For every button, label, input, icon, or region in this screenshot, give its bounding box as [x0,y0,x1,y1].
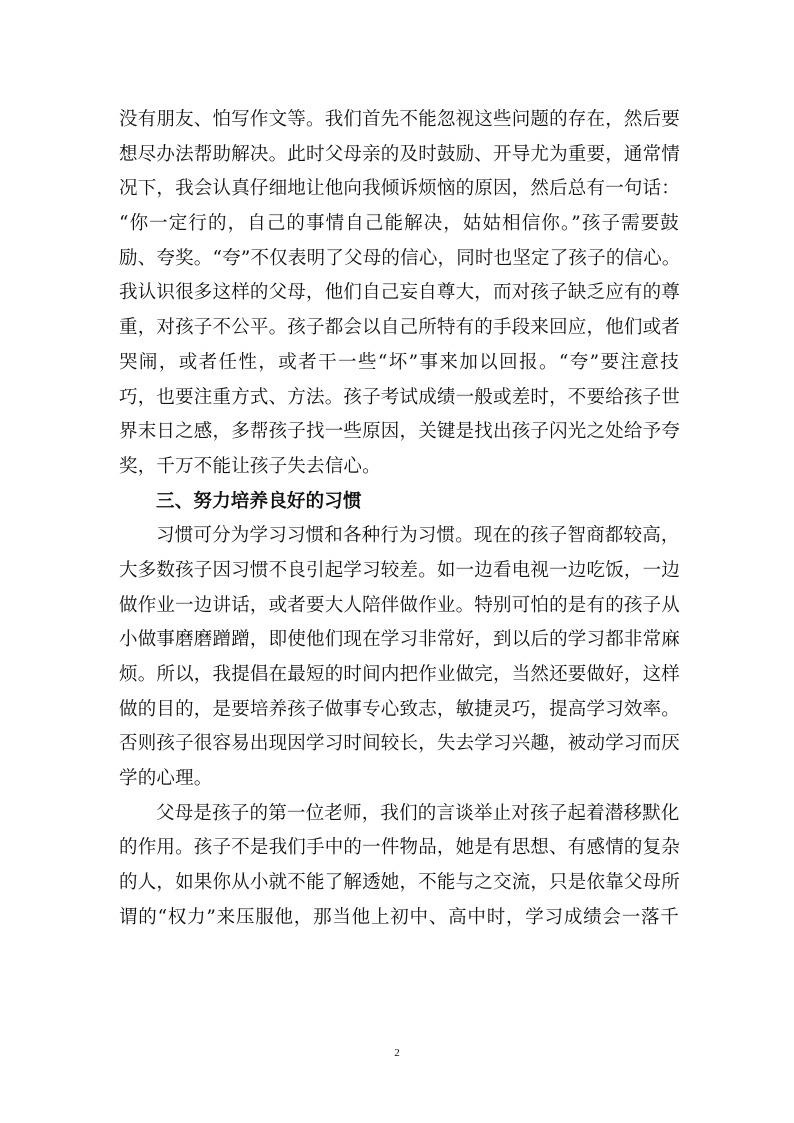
text-line: 的作用。孩子不是我们手中的一件物品，她是有思想、有感情的复杂 [119,837,681,859]
text-line: 奖，千万不能让孩子失去信心。 [119,455,381,477]
paragraph-praise [119,103,679,485]
text-line: 大多数孩子因习惯不良引起学习较差。如一边看电视一边吃饭，一边 [119,559,681,581]
text-line: 重，对孩子不公平。孩子都会以自己所特有的手段来回应，他们或者 [119,317,681,339]
text-line: 学的心理。 [119,768,213,790]
text-line: 励、夸奖。“夸”不仅表明了父母的信心，同时也坚定了孩子的信心。 [119,247,681,269]
text-line: 界末日之感，多帮孩子找一些原因，关键是找出孩子闪光之处给予夸 [119,421,681,443]
text-line: 的人，如果你从小就不能了解透她，不能与之交流，只是依靠父母所 [119,872,681,894]
text-line: 谓的“权力”来压服他，那当他上初中、高中时，学习成绩会一落千 [119,906,679,928]
text-line: 况下，我会认真仔细地让他向我倾诉烦恼的原因，然后总有一句话： [119,178,681,200]
text-line: 否则孩子很容易出现因学习时间较长，失去学习兴趣，被动学习而厌 [119,733,681,755]
text-line: 做的目的，是要培养孩子做事专心致志，敏捷灵巧，提高学习效率。 [119,698,681,720]
page-number: 2 [394,1047,400,1059]
text-line: 哭闹，或者任性，或者干一些“坏”事来加以回报。“夸”要注意技 [119,351,679,373]
text-line: “你一定行的，自己的事情自己能解决，姑姑相信你。”孩子需要鼓 [119,213,679,235]
text-line: 习惯可分为学习习惯和各种行为习惯。现在的孩子智商都较高， [156,525,680,547]
text-line: 没有朋友、怕写作文等。我们首先不能忽视这些问题的存在，然后要 [119,109,681,130]
section-heading: 三、努力培养良好的习惯 [156,490,362,512]
text-line: 父母是孩子的第一位老师，我们的言谈举止对孩子起着潜移默化 [156,802,680,824]
paragraph-habits [119,519,679,797]
text-line: 做作业一边讲话，或者要大人陪伴做作业。特别可怕的是有的孩子从 [119,594,681,616]
paragraph-parents [119,797,679,936]
text-line: 小做事磨磨蹭蹭，即使他们现在学习非常好，到以后的学习都非常麻 [119,629,681,651]
text-line: 烦。所以，我提倡在最短的时间内把作业做完，当然还要做好，这样 [119,664,681,685]
text-line: 巧，也要注重方式、方法。孩子考试成绩一般或差时，不要给孩子世 [119,386,681,408]
text-line: 我认识很多这样的父母，他们自己妄自尊大，而对孩子缺乏应有的尊 [119,282,681,304]
text-line: 想尽办法帮助解决。此时父母亲的及时鼓励、开导尤为重要，通常情 [119,143,681,165]
document-body [119,103,679,936]
